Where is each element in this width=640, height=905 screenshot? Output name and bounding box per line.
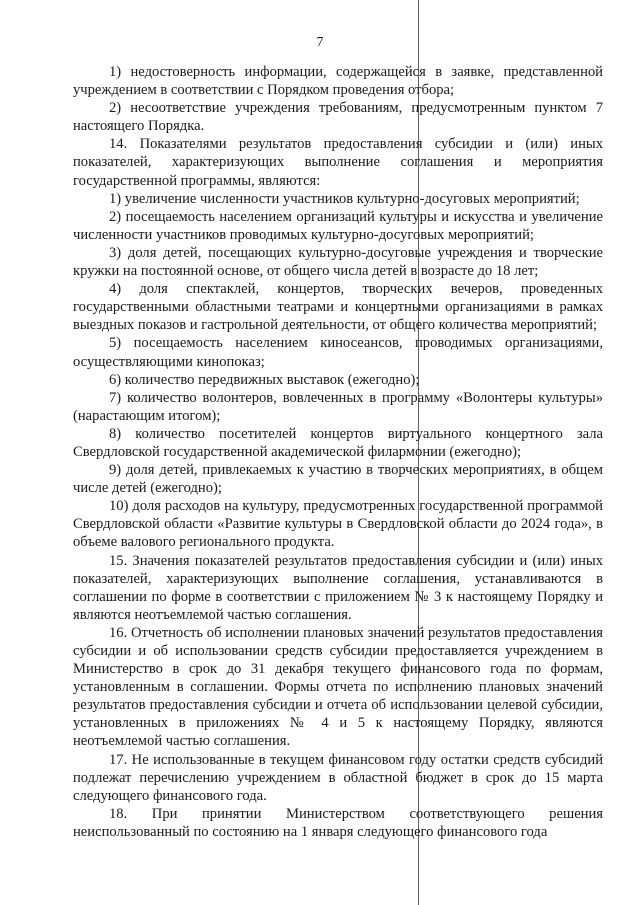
paragraph: 10) доля расходов на культуру, предусмотренных государственной программой Свердловской области «Развитие культуры в Свердловской области до 2024 года», в объеме валового регионального продукта.: [73, 498, 603, 551]
document-body: [73, 63, 603, 841]
paragraph: 16. Отчетность об исполнении плановых значений результатов предоставления субсидии и об использовании средств субсидии предоставляется учреждением в Министерство в срок до 31 декабря текущего финансового года по формам, установленным в соглашении. Формы отчета по исполнению плановых значений результатов предоставления субсидии и отчета об использовании целевой субсидии, установленных в приложениях № 4 и 5 к настоящему Порядку, являются неотъемлемой частью соглашения.: [73, 624, 603, 750]
paragraph: 14. Показателями результатов предоставления субсидии и (или) иных показателей, характеризующих выполнение соглашения и мероприятия государственной программы, являются:: [73, 136, 603, 189]
page-number: 7: [316, 35, 324, 50]
paragraph: 9) доля детей, привлекаемых к участию в творческих мероприятиях, в общем числе детей (ежегодно);: [73, 462, 603, 497]
paragraph: 1) недостоверность информации, содержащейся в заявке, представленной учреждением в соответствии с Порядком проведения отбора;: [73, 64, 603, 99]
paragraph: 7) количество волонтеров, вовлеченных в программу «Волонтеры культуры» (нарастающим итогом);: [73, 389, 603, 424]
paragraph: 2) несоответствие учреждения требованиям, предусмотренным пунктом 7 настоящего Порядка.: [73, 100, 603, 135]
paragraph: 4) доля спектаклей, концертов, творческих вечеров, проведенных государственными областными театрами и концертными организациями в рамках выездных показов и гастрольной деятельности, от общего количества мероприятий;: [73, 281, 603, 334]
paragraph: 5) посещаемость населением киносеансов, проводимых организациями, осуществляющими кинопоказ;: [73, 335, 603, 370]
paragraph: 8) количество посетителей концертов виртуального концертного зала Свердловской государственной академической филармонии (ежегодно);: [73, 425, 603, 460]
paragraph: 2) посещаемость населением организаций культуры и искусства и увеличение численности участников проводимых культурно-досуговых мероприятий;: [73, 208, 603, 243]
paragraph: 1) увеличение численности участников культурно-досуговых мероприятий;: [109, 190, 580, 207]
paragraph: 18. При принятии Министерством соответствующего решения неиспользованный по состоянию на 1 января следующего финансового года: [73, 805, 603, 840]
paragraph: 17. Не использованные в текущем финансовом году остатки средств субсидий подлежат перечислению учреждением в областной бюджет в срок до 15 марта следующего финансового года.: [73, 751, 603, 804]
paragraph: 15. Значения показателей результатов предоставления субсидии и (или) иных показателей, характеризующих выполнение соглашения, устанавливаются в соглашении по форме в соответствии с приложением № 3 к настоящему Порядку и являются неотъемлемой частью соглашения.: [73, 552, 603, 623]
paragraph: 6) количество передвижных выставок (ежегодно);: [109, 371, 420, 388]
paragraph: 3) доля детей, посещающих культурно-досуговые учреждения и творческие кружки на постоянной основе, от общего числа детей в возрасте до 18 лет;: [73, 244, 603, 280]
